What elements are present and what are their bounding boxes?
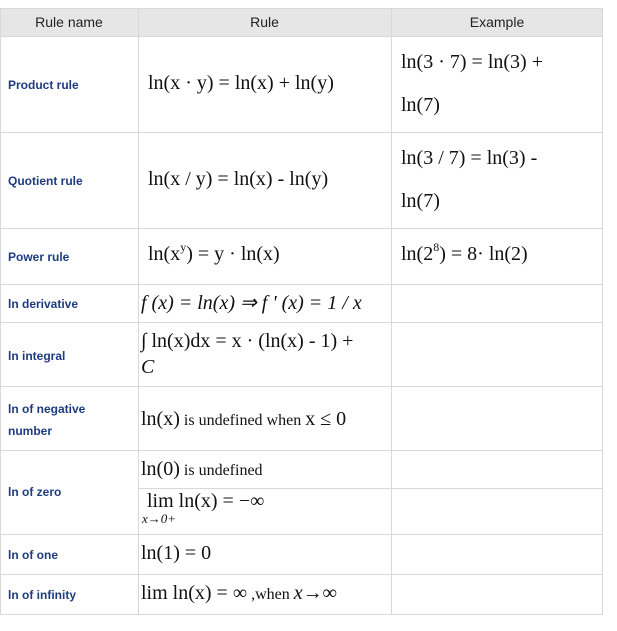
row-name: ln derivative (8, 297, 79, 311)
example-formula-line2: ln(7) (401, 94, 440, 116)
row-name-line2: number (8, 424, 53, 438)
rule-formula: ln(1) = 0 (141, 542, 212, 564)
header-example: Example (469, 14, 525, 30)
rule-formula-line1: ∫ ln(x)dx = x · (ln(x) - 1) + (141, 330, 354, 352)
rule-formula: ln(x · y) = ln(x) + ln(y) (148, 72, 334, 94)
example-formula-line1: ln(3 / 7) = ln(3) - (401, 147, 538, 169)
table-row (0, 284, 603, 322)
grid-line (0, 8, 603, 9)
header-rule: Rule (250, 14, 279, 30)
rule-formula: $\ln(x^y) = y \cdot \ln(x)$ (148, 240, 280, 265)
rule-formula-line2: C (141, 356, 155, 378)
limit-subscript: x→0+ (142, 511, 177, 526)
rule-formula: ln(x / y) = ln(x) - ln(y) (148, 168, 329, 190)
example-formula-line1: ln(3 · 7) = ln(3) + (401, 51, 543, 73)
grid-line (0, 8, 1, 615)
grid-line (0, 322, 603, 323)
limit-formula: lim ln(x) = −∞ (147, 490, 265, 512)
grid-line (0, 284, 603, 285)
grid-line (138, 8, 139, 615)
grid-line (0, 450, 603, 451)
rule-formula: f (x) = ln(x) ⇒ f ' (x) = 1 / x (141, 292, 362, 314)
example-formula-line2: ln(7) (401, 190, 440, 212)
row-name: Quotient rule (8, 174, 83, 188)
rule-formula: lim ln(x) = ∞ ,when x→∞ (141, 582, 337, 604)
table-row (0, 322, 603, 386)
table-row (0, 534, 603, 574)
grid-line (391, 8, 392, 615)
row-name: ln integral (8, 349, 66, 363)
table-row (0, 36, 603, 132)
grid-line (138, 488, 603, 489)
row-name: ln of infinity (8, 588, 76, 602)
table-row (0, 132, 603, 228)
grid-line (0, 534, 603, 535)
grid-line (0, 36, 603, 37)
table-row (0, 450, 603, 534)
row-name: Power rule (8, 250, 70, 264)
rule-formula: ln(x) is undefined when x ≤ 0 (141, 408, 347, 430)
table-row (0, 228, 603, 284)
grid-line (0, 574, 603, 575)
rule-formula: ln(0) is undefined (141, 458, 263, 480)
table-row (0, 386, 603, 450)
grid-line (0, 228, 603, 229)
table-header-row (0, 8, 603, 36)
header-rule-name: Rule name (35, 14, 103, 30)
row-name: Product rule (8, 78, 79, 92)
row-name-line1: ln of negative (8, 402, 86, 416)
grid-line (0, 386, 603, 387)
grid-line (0, 132, 603, 133)
grid-line (0, 614, 603, 615)
row-name: ln of zero (8, 485, 62, 499)
example-formula: $\ln(2^8) = 8\cdot \ln(2)$ (401, 240, 528, 265)
row-name: ln of one (8, 548, 58, 562)
grid-line (602, 8, 603, 615)
table-row (0, 574, 603, 614)
